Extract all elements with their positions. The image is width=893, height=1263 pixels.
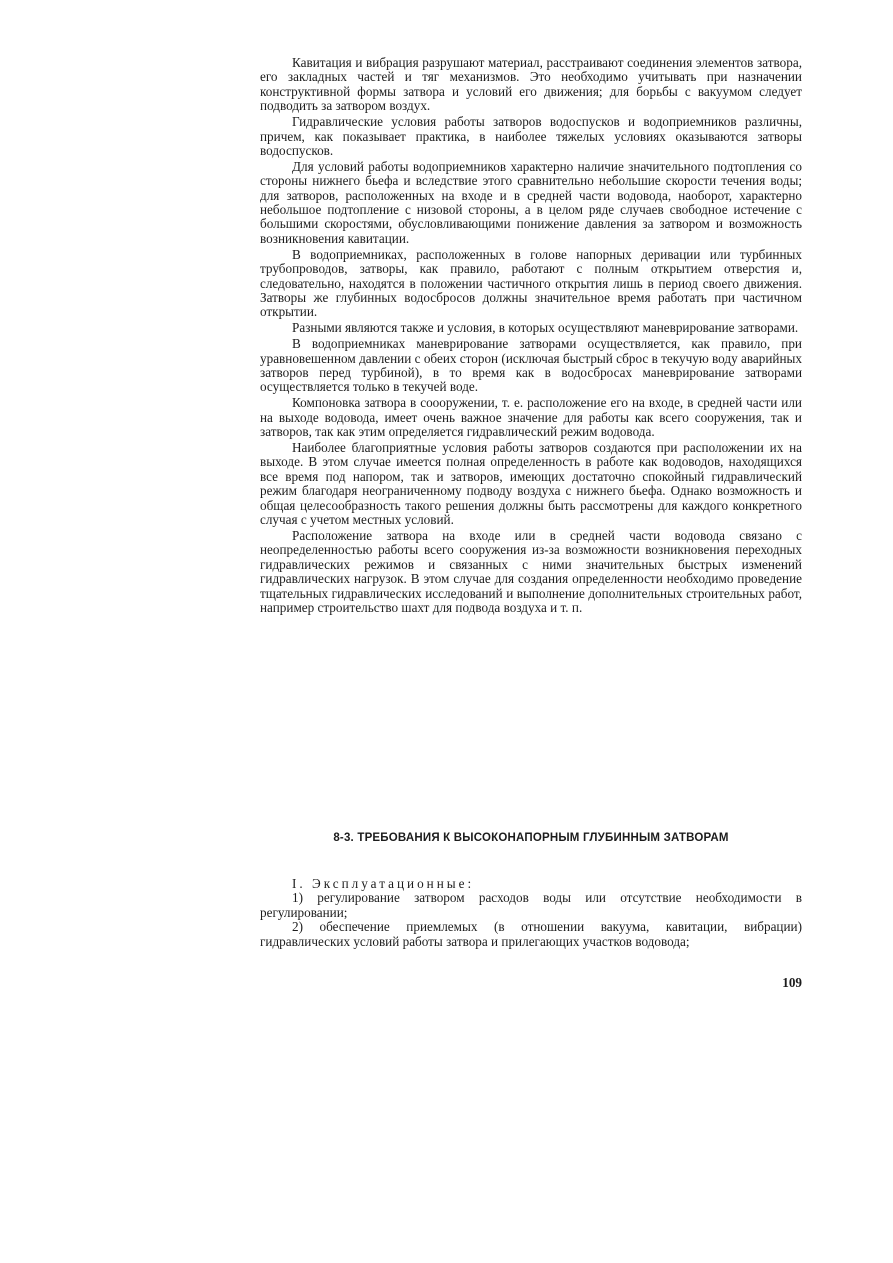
list-item: 2) обеспечение приемлемых (в отношении вакуума, кавитации, вибрации) гидравлических условий работы затвора и прилегающих участков водовода; [260,919,802,949]
paragraph-inlet-location: Расположение затвора на входе или в средней части водовода связано с неопределенностью работы всего сооружения из-за возможности возникновения переходных гидравлических режимов и связанных с ними значительных быстрых изменений гидравлических нагрузок. В этом случае для создания определенности необходимо проведение тщательных гидравлических исследований и выполнение дополнительных строительных работ, например строительство шахт для подвода воздуха и т. п. [260,528,802,616]
page-number: 109 [782,975,802,990]
requirements-list [260,877,802,949]
paragraph-intake-conditions: Для условий работы водоприемников характерно наличие значительного подтопления со стороны нижнего бьефа и вследствие этого сравнительно небольшие скорости течения воды; для затворов, расположенных на входе и в средней части водовода, наоборот, характерно небольшое подтопление с низовой стороны, а в целом ряде случаев свободное истечение с большими скоростями, обусловливающими понижение давления за затвором и возможность возникновения кавитации. [260,158,802,246]
paragraph-maneuvering-detail: В водоприемниках маневрирование затворами осуществляется, как правило, при уравновешенном давлении с обеих сторон (исключая быстрый сброс в текучую воду аварийных затворов перед турбиной), в то время как в водосбросах маневрирование затворами осуществляется только в текучей воде. [260,336,802,395]
paragraph-layout: Компоновка затвора в соооружении, т. е. расположение его на входе, в средней части или на выходе водовода, имеет очень важное значение для работы как всего сооружения, так и затворов, так как этим определяется гидравлический режим водовода. [260,395,802,440]
list-group-title-text: I. Эксплуатационные: [292,876,475,891]
body-text [260,56,802,615]
paragraph-hydraulic-conditions: Гидравлические условия работы затворов водоспусков и водоприемников различны, причем, как показывает практика, в наиболее тяжелых условиях оказываются затворы водоспусков. [260,114,802,158]
paragraph-cavitation: Кавитация и вибрация разрушают материал, расстраивают соединения элементов затвора, его закладных частей и тяг механизмов. Это необходимо учитывать при назначении конструктивной формы затвора и условий его движения; для борьбы с вакуумом следует подводить за затвором воздух. [260,55,802,114]
paragraph-favorable-conditions: Наиболее благоприятные условия работы затворов создаются при расположении их на выходе. В этом случае имеется полная определенность в работе как водоводов, находящихся все время под напором, так и затворов, имеющих достаточно спокойный гидравлический режим благодаря неограниченному подводу воздуха с нижнего бьефа. Однако возможность и общая целесообразность такого решения должны быть рассмотрены для каждого конкретного случая с учетом местных условий. [260,440,802,528]
paragraph-maneuvering: Разными являются также и условия, в которых осуществляют маневрирование затворами. [292,320,799,336]
list-item: 1) регулирование затвором расходов воды или отсутствие необходимости в регулировании; [260,890,802,920]
list-group-title [260,877,802,891]
section-heading: 8-3. ТРЕБОВАНИЯ К ВЫСОКОНАПОРНЫМ ГЛУБИННЫМ ЗАТВОРАМ [333,832,729,844]
paragraph-intake-location: В водоприемниках, расположенных в голове напорных деривации или турбинных трубопроводов, затворы, как правило, работают с полным открытием отверстия и, следовательно, находятся в положении частичного открытия лишь в период своего движения. Затворы же глубинных водосбросов должны значительное время работать при частичном открытии. [260,246,802,320]
